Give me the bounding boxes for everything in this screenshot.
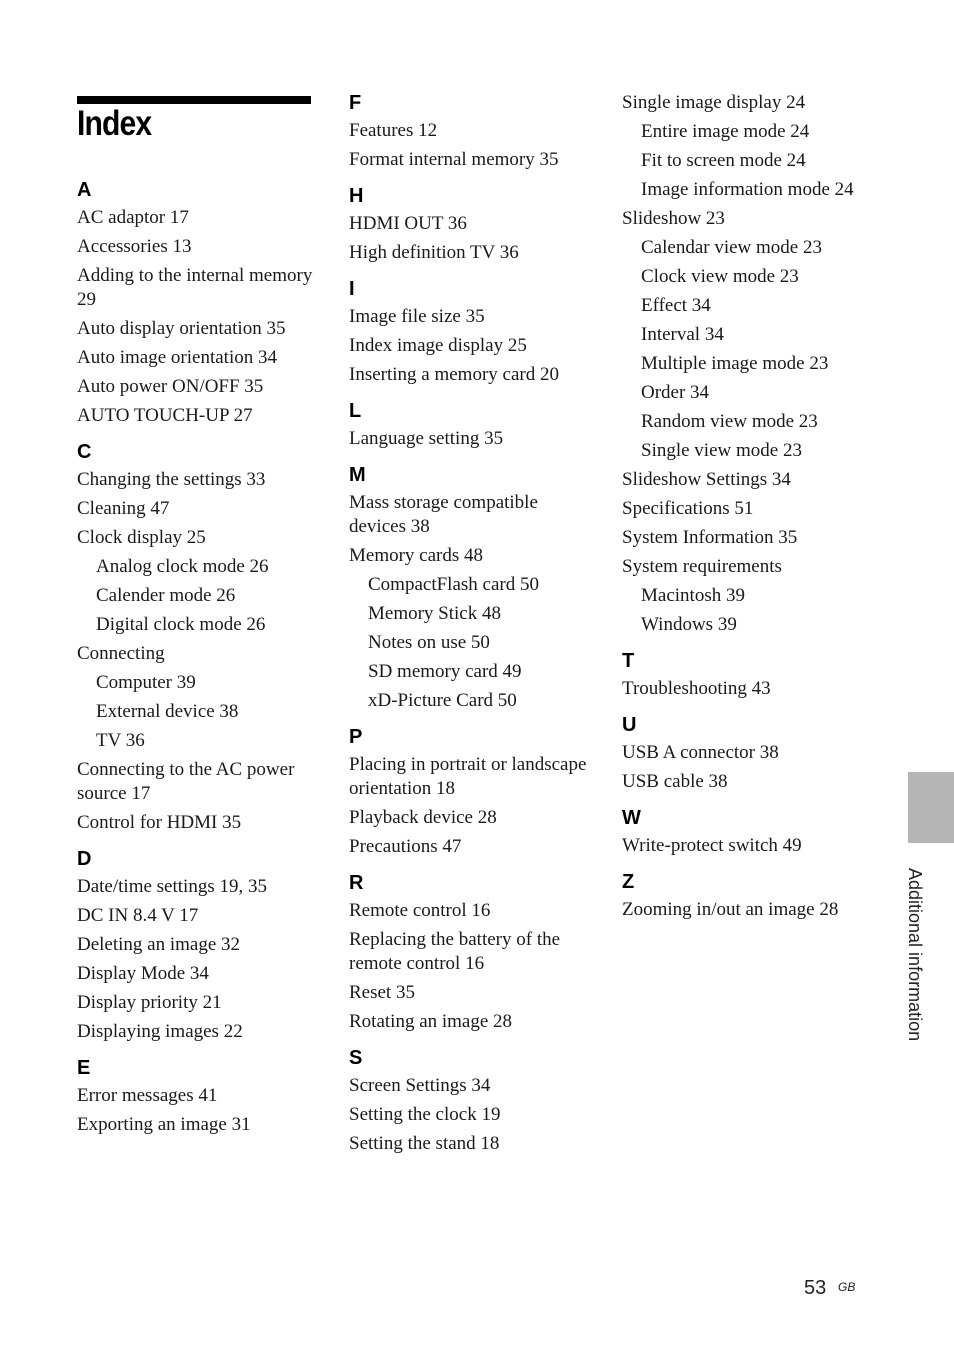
index-entry: Auto display orientation 35 — [77, 318, 286, 339]
index-subentry: Entire image mode 24 — [641, 121, 810, 142]
index-section-c — [77, 440, 317, 835]
index-entry: Cleaning 47 — [77, 498, 170, 519]
index-entry: Zooming in/out an image 28 — [622, 899, 839, 920]
index-subentry: External device 38 — [96, 701, 239, 722]
index-entry: Format internal memory 35 — [349, 149, 559, 170]
index-section-a — [77, 178, 317, 428]
index-entry: AUTO TOUCH-UP 27 — [77, 405, 253, 426]
index-section-i — [349, 277, 589, 387]
index-letter-heading: C — [77, 441, 92, 463]
index-entry: Connecting to the AC power source 17 — [77, 759, 295, 804]
index-subentry: Interval 34 — [641, 324, 724, 345]
index-subentry: Macintosh 39 — [641, 585, 745, 606]
page-title: Index — [77, 104, 152, 143]
index-subentry: SD memory card 49 — [368, 661, 522, 682]
index-letter-heading: A — [77, 179, 92, 201]
page-region-code: GB — [838, 1280, 856, 1294]
index-letter-heading: H — [349, 185, 364, 207]
page-number: 53 — [804, 1277, 827, 1299]
index-entry: Error messages 41 — [77, 1085, 218, 1106]
index-entry: Single image display 24 — [622, 92, 806, 113]
index-entry: Setting the stand 18 — [349, 1133, 500, 1154]
index-section-m — [349, 463, 589, 713]
index-entry: Playback device 28 — [349, 807, 497, 828]
index-section-u — [622, 713, 872, 794]
index-section-d — [77, 847, 317, 1044]
index-subentry: Image information mode 24 — [641, 179, 854, 200]
index-entry: Changing the settings 33 — [77, 469, 266, 490]
index-entry: System requirements — [622, 556, 782, 577]
index-entry: USB A connector 38 — [622, 742, 779, 763]
index-letter-heading: L — [349, 400, 362, 422]
index-entry: Remote control 16 — [349, 900, 491, 921]
index-entry: Memory cards 48 — [349, 545, 484, 566]
index-letter-heading: F — [349, 92, 362, 114]
index-letter-heading: P — [349, 726, 363, 748]
index-letter-heading: I — [349, 278, 355, 300]
index-letter-heading: M — [349, 464, 366, 486]
index-entry: Image file size 35 — [349, 306, 485, 327]
index-entry: Display Mode 34 — [77, 963, 209, 984]
index-column-2 — [349, 91, 589, 1161]
index-entry: System Information 35 — [622, 527, 798, 548]
index-entry: Replacing the battery of the remote control 16 — [349, 929, 561, 974]
index-subentry: Digital clock mode 26 — [96, 614, 266, 635]
index-section-z — [622, 870, 872, 922]
index-section-s — [349, 1046, 589, 1156]
index-letter-heading: T — [622, 650, 635, 672]
index-section-w — [622, 806, 872, 858]
index-entry: Date/time settings 19, 35 — [77, 876, 267, 897]
index-subentry: Notes on use 50 — [368, 632, 490, 653]
index-entry: Mass storage compatible devices 38 — [349, 492, 538, 537]
index-entry: Placing in portrait or landscape orientation 18 — [349, 754, 587, 799]
index-subentry: CompactFlash card 50 — [368, 574, 539, 595]
index-subentry: Clock view mode 23 — [641, 266, 799, 287]
index-section-p — [349, 725, 589, 859]
index-entry: USB cable 38 — [622, 771, 728, 792]
index-section-r — [349, 871, 589, 1034]
index-letter-heading: U — [622, 714, 637, 736]
index-entry: Display priority 21 — [77, 992, 222, 1013]
index-subentry: Calendar view mode 23 — [641, 237, 822, 258]
index-column-1 — [77, 178, 317, 1142]
section-tab — [908, 772, 954, 843]
index-entry: HDMI OUT 36 — [349, 213, 467, 234]
index-entry: Precautions 47 — [349, 836, 462, 857]
index-entry: Setting the clock 19 — [349, 1104, 501, 1125]
index-entry: Displaying images 22 — [77, 1021, 243, 1042]
index-section-l — [349, 399, 589, 451]
index-section-f — [349, 91, 589, 172]
index-subentry: Analog clock mode 26 — [96, 556, 269, 577]
index-subentry: Fit to screen mode 24 — [641, 150, 806, 171]
index-letter-heading: E — [77, 1057, 91, 1079]
index-subentry: Calender mode 26 — [96, 585, 236, 606]
index-entry: High definition TV 36 — [349, 242, 519, 263]
index-entry: Accessories 13 — [77, 236, 192, 257]
index-entry: Slideshow 23 — [622, 208, 725, 229]
index-letter-heading: R — [349, 872, 364, 894]
index-entry: Deleting an image 32 — [77, 934, 241, 955]
index-entry: Connecting — [77, 643, 165, 664]
index-subentry: Memory Stick 48 — [368, 603, 501, 624]
index-entry: Language setting 35 — [349, 428, 504, 449]
index-entry: Clock display 25 — [77, 527, 206, 548]
index-entry: Screen Settings 34 — [349, 1075, 491, 1096]
index-entry: Inserting a memory card 20 — [349, 364, 559, 385]
index-subentry: TV 36 — [96, 730, 145, 751]
index-letter-heading: S — [349, 1047, 363, 1069]
section-tab-label: Additional information — [905, 868, 925, 1042]
index-entry: Features 12 — [349, 120, 438, 141]
index-subentry: Multiple image mode 23 — [641, 353, 829, 374]
index-entry: Specifications 51 — [622, 498, 754, 519]
index-subentry: Computer 39 — [96, 672, 196, 693]
index-entry: Control for HDMI 35 — [77, 812, 242, 833]
index-section-h — [349, 184, 589, 265]
index-subentry: Order 34 — [641, 382, 710, 403]
title-rule — [77, 96, 311, 104]
index-entry: Troubleshooting 43 — [622, 678, 771, 699]
index-section-t — [622, 649, 872, 701]
index-entry: Slideshow Settings 34 — [622, 469, 791, 490]
index-subentry: Random view mode 23 — [641, 411, 818, 432]
index-entry: AC adaptor 17 — [77, 207, 189, 228]
index-letter-heading: W — [622, 807, 641, 829]
index-entry: Reset 35 — [349, 982, 415, 1003]
index-entry: Index image display 25 — [349, 335, 527, 356]
index-subentry: xD-Picture Card 50 — [368, 690, 517, 711]
index-subentry: Effect 34 — [641, 295, 711, 316]
index-letter-heading: D — [77, 848, 92, 870]
index-entry: Exporting an image 31 — [77, 1114, 251, 1135]
index-entry: DC IN 8.4 V 17 — [77, 905, 199, 926]
index-column-3 — [622, 91, 872, 927]
index-entry: Auto power ON/OFF 35 — [77, 376, 264, 397]
index-entry: Auto image orientation 34 — [77, 347, 277, 368]
index-entry: Rotating an image 28 — [349, 1011, 513, 1032]
index-section-continued — [622, 91, 872, 637]
index-section-e — [77, 1056, 317, 1137]
index-subentry: Windows 39 — [641, 614, 737, 635]
index-letter-heading: Z — [622, 871, 635, 893]
index-entry: Adding to the internal memory 29 — [77, 265, 313, 310]
index-subentry: Single view mode 23 — [641, 440, 802, 461]
index-entry: Write-protect switch 49 — [622, 835, 802, 856]
